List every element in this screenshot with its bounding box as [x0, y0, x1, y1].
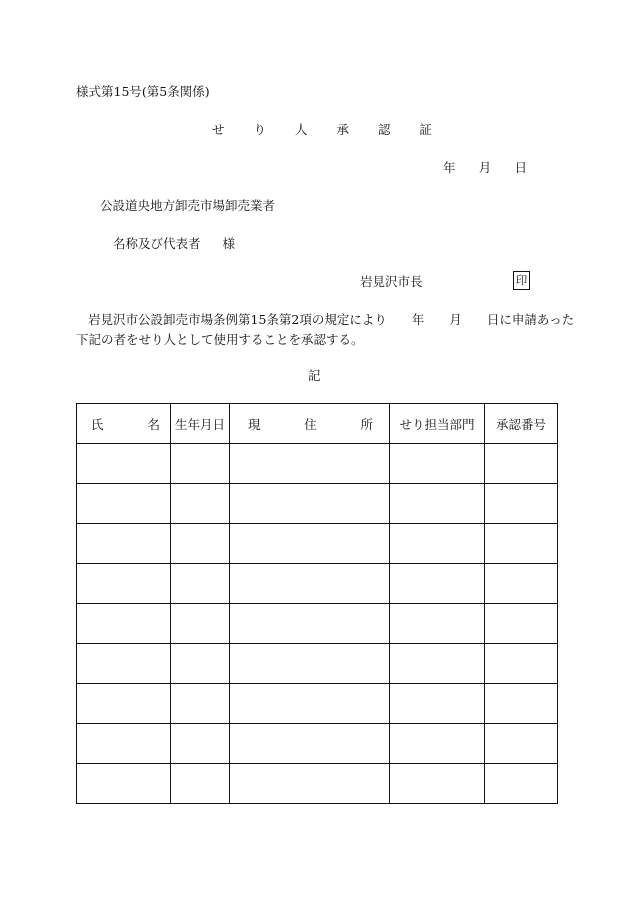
table-row [77, 524, 558, 564]
cell-birthdate[interactable] [171, 604, 230, 644]
cell-name[interactable] [77, 604, 171, 644]
title-char: 人 [294, 122, 308, 137]
table-row [77, 684, 558, 724]
cell-approval-number[interactable] [485, 724, 558, 764]
cell-department[interactable] [390, 724, 485, 764]
cell-approval-number[interactable] [485, 644, 558, 684]
table-header-row [77, 404, 558, 444]
representative-honorific: 様 [222, 236, 236, 251]
table-row [77, 564, 558, 604]
cell-name[interactable] [77, 484, 171, 524]
cell-approval-number[interactable] [485, 444, 558, 484]
cell-address[interactable] [230, 484, 390, 524]
cell-name[interactable] [77, 724, 171, 764]
cell-name[interactable] [77, 684, 171, 724]
cell-birthdate[interactable] [171, 764, 230, 804]
cell-address[interactable] [230, 724, 390, 764]
cell-address[interactable] [230, 444, 390, 484]
cell-approval-number[interactable] [485, 484, 558, 524]
date-day: 日 [514, 160, 527, 175]
date-month: 月 [478, 160, 492, 175]
cell-address[interactable] [230, 764, 390, 804]
table-row [77, 484, 558, 524]
seal-stamp: 印 [513, 271, 530, 290]
cell-department[interactable] [390, 604, 485, 644]
cell-department[interactable] [390, 524, 485, 564]
representative-line [113, 238, 235, 251]
table-row [77, 724, 558, 764]
addressee: 公設道央地方卸売市場卸売業者 [100, 198, 276, 213]
cell-approval-number[interactable] [485, 564, 558, 604]
cell-approval-number[interactable] [485, 524, 558, 564]
cell-birthdate[interactable] [171, 484, 230, 524]
cell-department[interactable] [390, 644, 485, 684]
issuer-name: 岩見沢市長 [360, 274, 423, 289]
title-char: せ [212, 122, 225, 137]
header-name: 氏 名 [77, 404, 171, 444]
cell-address[interactable] [230, 684, 390, 724]
cell-approval-number[interactable] [485, 604, 558, 644]
cell-department[interactable] [390, 764, 485, 804]
title-char: 承 [336, 122, 349, 137]
cell-birthdate[interactable] [171, 524, 230, 564]
cell-department[interactable] [390, 444, 485, 484]
cell-name[interactable] [77, 524, 171, 564]
cell-approval-number[interactable] [485, 764, 558, 804]
title-char: り [253, 122, 266, 137]
cell-birthdate[interactable] [171, 724, 230, 764]
document-title [212, 124, 432, 137]
cell-birthdate[interactable] [171, 684, 230, 724]
cell-address[interactable] [230, 604, 390, 644]
cell-name[interactable] [77, 644, 171, 684]
cell-address[interactable] [230, 524, 390, 564]
cell-birthdate[interactable] [171, 644, 230, 684]
date-year: 年 [443, 160, 456, 175]
header-approval-number: 承認番号 [485, 404, 558, 444]
table-body [77, 444, 558, 804]
cell-department[interactable] [390, 484, 485, 524]
title-char: 証 [419, 122, 432, 137]
header-address: 現 住 所 [230, 404, 390, 444]
approval-text-line-1: 岩見沢市公設卸売市場条例第15条第2項の規定により 年 月 日に申請あった [88, 312, 575, 327]
representative-label: 名称及び代表者 [113, 236, 201, 251]
cell-address[interactable] [230, 644, 390, 684]
cell-address[interactable] [230, 564, 390, 604]
cell-name[interactable] [77, 444, 171, 484]
table-row [77, 604, 558, 644]
table-row [77, 444, 558, 484]
title-char: 認 [377, 122, 391, 137]
records-table [76, 403, 558, 804]
cell-birthdate[interactable] [171, 564, 230, 604]
approval-text-line-2: 下記の者をせり人として使用することを承認する。 [76, 332, 364, 347]
header-department: せり担当部門 [390, 404, 485, 444]
cell-department[interactable] [390, 564, 485, 604]
table-row [77, 764, 558, 804]
cell-approval-number[interactable] [485, 684, 558, 724]
cell-birthdate[interactable] [171, 444, 230, 484]
issue-date [443, 162, 527, 175]
form-number-label: 様式第15号(第5条関係) [76, 84, 210, 99]
ki-heading: 記 [308, 368, 321, 383]
table-row [77, 644, 558, 684]
cell-name[interactable] [77, 564, 171, 604]
header-birthdate: 生年月日 [171, 404, 230, 444]
cell-name[interactable] [77, 764, 171, 804]
cell-department[interactable] [390, 684, 485, 724]
